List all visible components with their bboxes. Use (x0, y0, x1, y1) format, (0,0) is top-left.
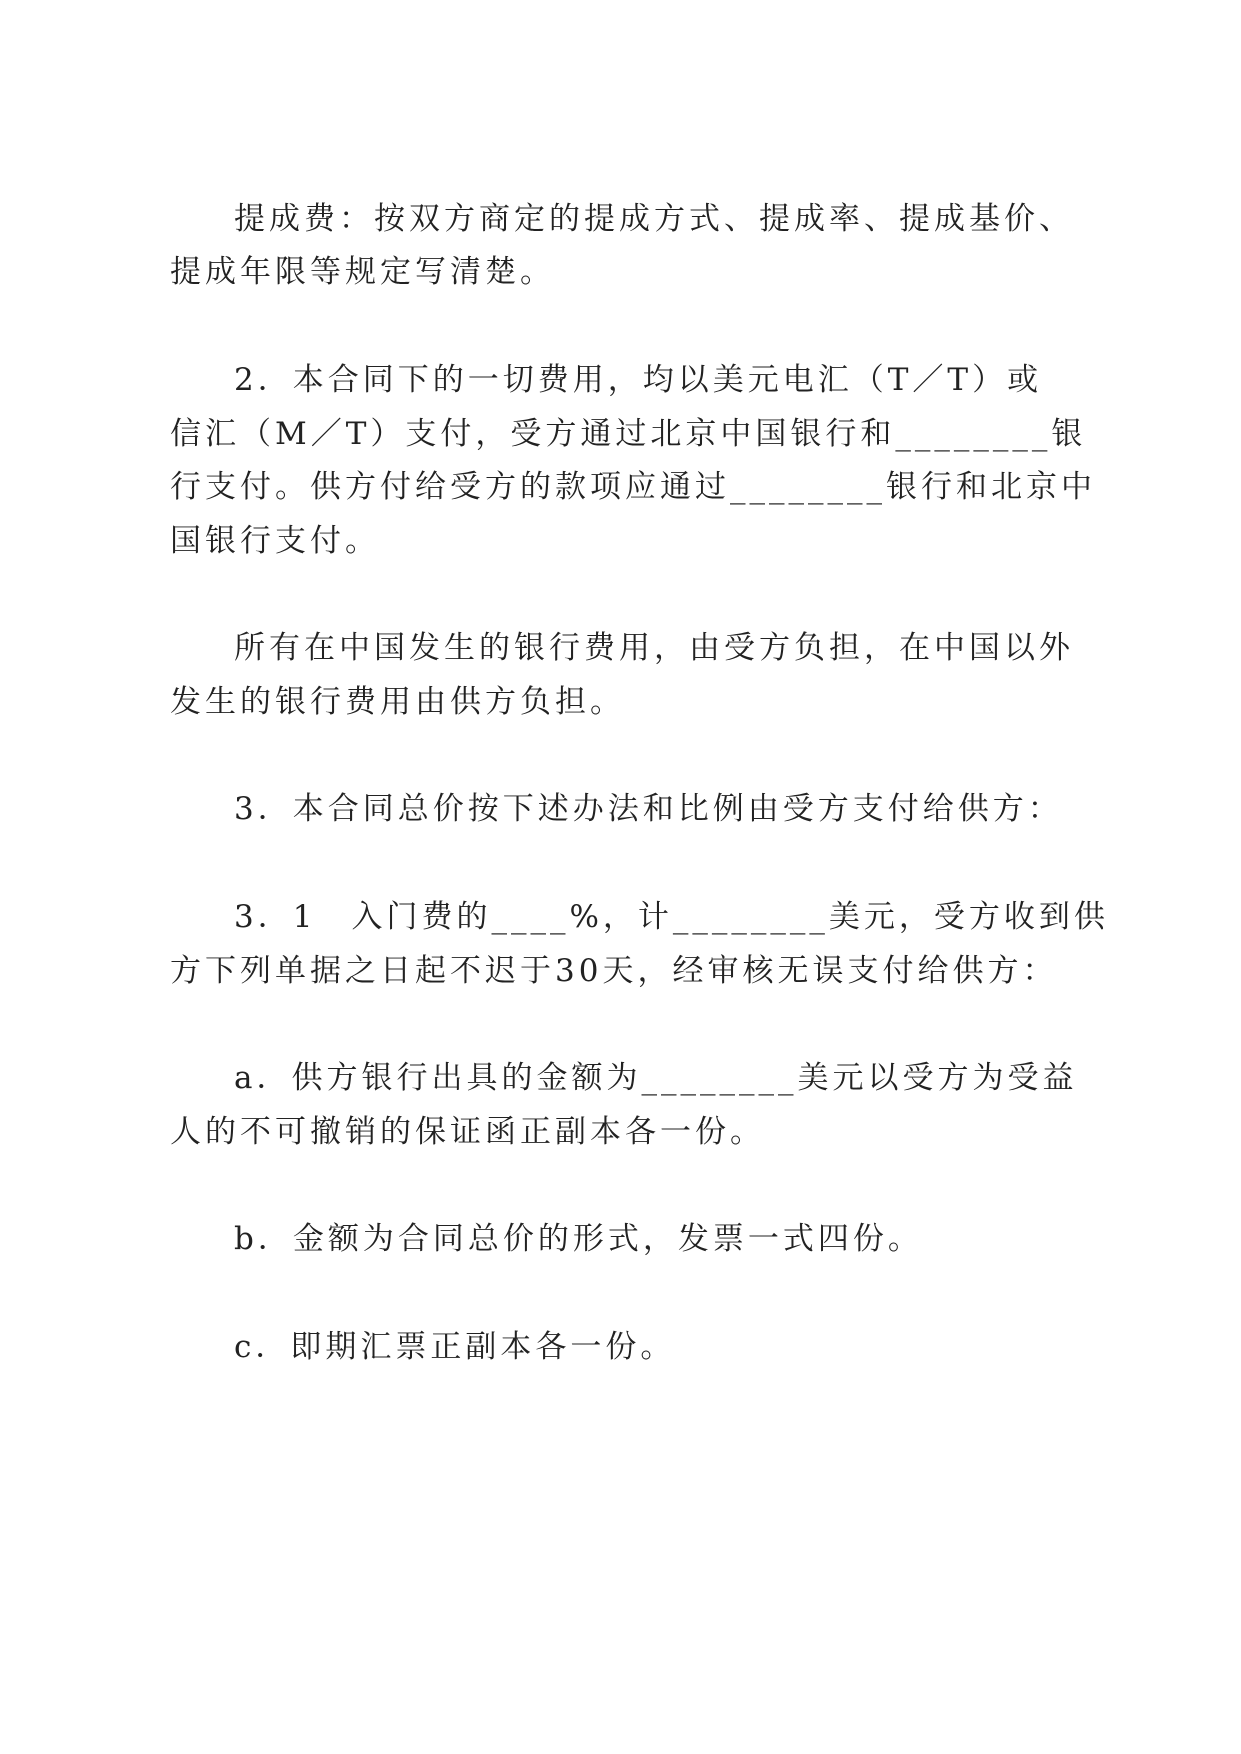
paragraph-item-a-line-2: 人的不可撤销的保证函正副本各一份。 (170, 1114, 765, 1150)
paragraph-item-b-line-1: b．金额为合同总价的形式，发票一式四份。 (234, 1221, 923, 1257)
paragraph-clause-3-1-line-1: 3．1 入门费的____%，计________美元，受方收到供 (234, 899, 1109, 935)
paragraph-clause-3-1-line-2: 方下列单据之日起不迟于30天，经审核无误支付给供方： (170, 953, 1058, 989)
paragraph-bank-charges-line-2: 发生的银行费用由供方负担。 (170, 684, 625, 720)
paragraph-commission-fee-line-1: 提成费：按双方商定的提成方式、提成率、提成基价、 (234, 201, 1074, 237)
paragraph-clause-2-line-3: 行支付。供方付给受方的款项应通过________银行和北京中 (170, 469, 1096, 505)
paragraph-clause-3-line-1: 3．本合同总价按下述办法和比例由受方支付给供方： (234, 791, 1063, 827)
paragraph-commission-fee-line-2: 提成年限等规定写清楚。 (170, 254, 555, 290)
paragraph-item-a-line-1: a．供方银行出具的金额为________美元以受方为受益 (234, 1060, 1078, 1096)
paragraph-clause-2-line-4: 国银行支付。 (170, 523, 380, 559)
paragraph-bank-charges-line-1: 所有在中国发生的银行费用，由受方负担，在中国以外 (234, 630, 1074, 666)
paragraph-item-c-line-1: c．即期汇票正副本各一份。 (234, 1329, 676, 1365)
paragraph-clause-2-line-1: 2．本合同下的一切费用，均以美元电汇（T／T）或 (234, 362, 1043, 398)
paragraph-clause-2-line-2: 信汇（M／T）支付，受方通过北京中国银行和________银 (170, 416, 1087, 452)
